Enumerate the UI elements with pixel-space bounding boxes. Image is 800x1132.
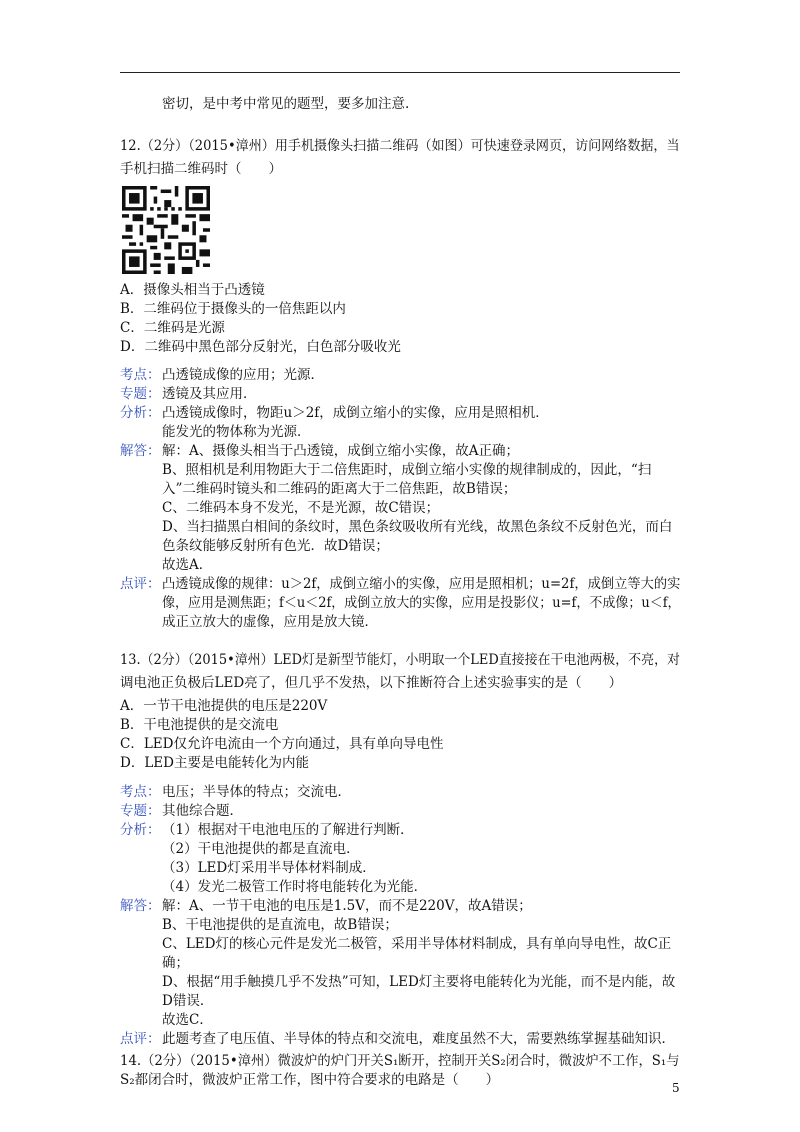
q13-fenxi-line: （1）根据对干电池电压的了解进行判断． [162, 822, 414, 838]
q12-option-c: C．二维码是光源 [120, 320, 225, 336]
q12-kaodian-text: 凸透镜成像的应用；光源． [162, 367, 324, 383]
q13-kaodian-text: 电压；半导体的特点；交流电． [162, 784, 351, 800]
q14-stem-line1: 14.（2分）（2015•漳州）微波炉的炉门开关S₁断开，控制开关S₂闭合时，微波炉不工作，S₁与 [120, 1053, 680, 1069]
q13-zhuanti-text: 其他综合题． [162, 803, 243, 819]
q12-jieda-label: 解答： [120, 443, 161, 459]
q12-zhuanti-text: 透镜及其应用． [162, 386, 257, 402]
q12-jieda-line: 故选A． [162, 557, 213, 573]
q12-jieda-line: B、照相机是利用物距大于二倍焦距时，成倒立缩小实像的规律制成的，因此，“扫 [162, 462, 652, 478]
q13-fenxi-line: （3）LED灯采用半导体材料制成． [162, 860, 376, 876]
q13-zhuanti-label: 专题： [120, 803, 161, 819]
q13-option-a: A．一节干电池提供的电压是220V [120, 698, 328, 714]
q12-option-d: D．二维码中黑色部分反射光，白色部分吸收光 [120, 339, 401, 355]
page-number: 5 [672, 1081, 680, 1095]
q13-fenxi-line: （2）干电池提供的都是直流电． [162, 841, 360, 857]
q12-option-b: B．二维码位于摄像头的一倍焦距以内 [120, 301, 346, 317]
q13-jieda-line: D错误． [162, 993, 214, 1009]
q13-option-c: C．LED仅允许电流由一个方向通过，具有单向导电性 [120, 736, 444, 752]
q13-jieda-line: 解：A、一节干电池的电压是1.5V，而不是220V，故A错误； [162, 898, 532, 914]
q13-dianping-line: 此题考查了电压值、半导体的特点和交流电，难度虽然不大，需要熟练掌握基础知识． [162, 1031, 675, 1047]
q12-dianping-label: 点评： [120, 576, 161, 592]
q12-jieda-line: 解：A、摄像头相当于凸透镜，成倒立缩小实像，故A正确； [162, 443, 519, 459]
q12-option-a: A．摄像头相当于凸透镜 [120, 282, 265, 298]
q13-jieda-line: B、干电池提供的是直流电，故B错误； [162, 917, 398, 933]
q12-stem-line1: 12.（2分）（2015•漳州）用手机摄像头扫描二维码（如图）可快速登录网页，访问网络数据，当 [120, 138, 680, 154]
q13-jieda-line: C、LED灯的核心元件是发光二极管，采用半导体材料制成，具有单向导电性，故C正 [162, 936, 672, 952]
q12-stem-line2: 手机扫描二维码时（ ） [120, 161, 282, 177]
q12-fenxi-line: 凸透镜成像时，物距u＞2f，成倒立缩小的实像，应用是照相机． [162, 405, 549, 421]
q12-fenxi-line: 能发光的物体称为光源． [162, 424, 311, 440]
q13-jieda-label: 解答： [120, 898, 161, 914]
q13-jieda-line: 确； [162, 955, 189, 971]
q13-fenxi-label: 分析： [120, 822, 161, 838]
q13-option-d: D．LED主要是电能转化为内能 [120, 755, 309, 771]
q13-option-b: B．干电池提供的是交流电 [120, 717, 279, 733]
q13-stem-line2: 调电池正负极后LED亮了，但几乎不发热，以下推断符合上述实验事实的是（ ） [120, 675, 623, 691]
q13-kaodian-label: 考点： [120, 784, 161, 800]
header-rule [120, 72, 680, 73]
q13-jieda-line: D、根据“用手触摸几乎不发热”可知，LED灯主要将电能转化为光能，而不是内能，故 [162, 974, 676, 990]
q13-jieda-line: 故选C． [162, 1012, 213, 1028]
q14-stem-line2: S₂都闭合时，微波炉正常工作，图中符合要求的电路是（ ） [120, 1072, 500, 1088]
q12-dianping-line: 凸透镜成像的规律：u＞2f，成倒立缩小的实像，应用是照相机；u=2f，成倒立等大的实 [162, 576, 681, 592]
q12-jieda-line: 色条纹能够反射所有色光．故D错误； [162, 538, 389, 554]
q13-stem-line1: 13.（2分）（2015•漳州）LED灯是新型节能灯，小明取一个LED直接接在干电池两极，不亮，对 [120, 652, 680, 668]
q12-dianping-line: 像，应用是测焦距；f＜u＜2f，成倒立放大的实像，应用是投影仪；u=f，不成像；u＜f， [162, 595, 681, 611]
q12-fenxi-label: 分析： [120, 405, 161, 421]
q12-jieda-line: D、当扫描黑白相间的条纹时，黑色条纹吸收所有光线，故黑色条纹不反射色光，而白 [162, 519, 673, 535]
q12-dianping-line: 成正立放大的虚像，应用是放大镜． [162, 614, 378, 630]
q12-zhuanti-label: 专题： [120, 386, 161, 402]
q13-dianping-label: 点评： [120, 1031, 161, 1047]
q12-jieda-line: C、二维码本身不发光，不是光源，故C错误； [162, 500, 440, 516]
q13-fenxi-line: （4）发光二极管工作时将电能转化为光能． [162, 879, 428, 895]
qr-code-image [122, 186, 210, 274]
q12-kaodian-label: 考点： [120, 367, 161, 383]
intro-text: 密切，是中考中常见的题型，要多加注意. [162, 96, 410, 112]
q12-jieda-line: 入”二维码时镜头和二维码的距离大于二倍焦距，故B错误； [162, 481, 517, 497]
